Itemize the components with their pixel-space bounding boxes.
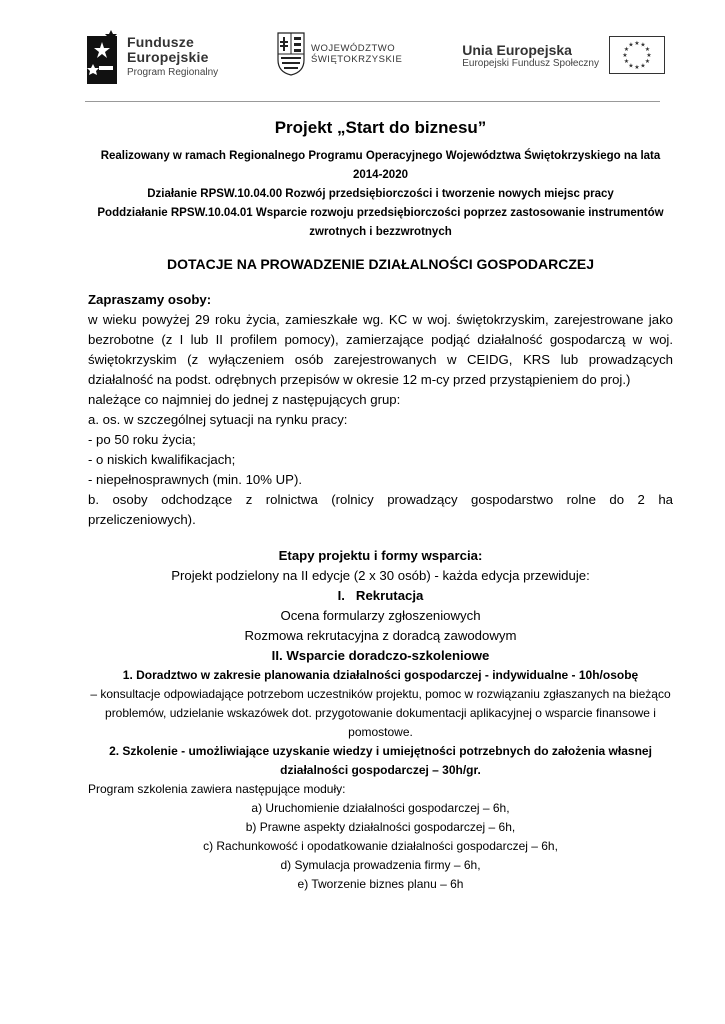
svg-text:★: ★ — [646, 52, 652, 59]
stage-2-title: II. Wsparcie doradczo-szkoleniowe — [271, 648, 490, 663]
module-item: b) Prawne aspekty działalności gospodarczej – 6h, — [245, 820, 516, 834]
svg-text:★: ★ — [623, 46, 630, 53]
sw-line2: ŚWIĘTOKRZYSKIE — [311, 54, 403, 65]
invite-group-b: b. osoby odchodzące z rolnictwa (rolnicy prowadzący gospodarstwo rolne do 2 ha przeliczeniowych). — [88, 492, 673, 527]
stage-2-1-title: 1. Doradztwo w zakresie planowania działalności gospodarczej - indywidualne - 10h/osobę — [122, 668, 639, 682]
module-item: a) Uruchomienie działalności gospodarczej – 6h, — [251, 801, 510, 815]
poddzialanie-line: Poddziałanie RPSW.10.04.01 Wsparcie rozwoju przedsiębiorczości poprzez zastosowanie instrumentów zwrotnych i bezzwrotnych — [97, 207, 664, 238]
ue-line1: Unia Europejska — [462, 41, 572, 58]
wojewodztwo-logo — [277, 32, 402, 76]
logo-bar — [85, 18, 665, 98]
stage-2-2-title: 2. Szkolenie - umożliwiające uzyskanie wiedzy i umiejętności potrzebnych do założenia własnej działalności gospodarczej – 30h/gr. — [109, 744, 652, 777]
unia-europejska-logo — [462, 36, 665, 74]
invite-line: - niepełnosprawnych (min. 10% UP). — [88, 472, 303, 487]
svg-text:★: ★ — [628, 62, 634, 70]
stages-intro: Projekt podzielony na II edycje (2 x 30 osób) - każda edycja przewiduje: — [171, 568, 590, 583]
ue-line2: Europejski Fundusz Społeczny — [462, 57, 599, 69]
header-divider — [85, 101, 660, 102]
svg-text:★: ★ — [644, 46, 651, 53]
fe-star-icon — [85, 28, 121, 86]
dzialanie-line: Działanie RPSW.10.04.00 Rozwój przedsiębiorczości i tworzenie nowych miejsc pracy — [147, 188, 614, 200]
module-item: d) Symulacja prowadzenia firmy – 6h, — [280, 858, 481, 872]
svg-text:★: ★ — [640, 41, 646, 49]
invite-line: a. os. w szczególnej sytuacji na rynku pracy: — [88, 412, 348, 427]
invite-paragraph: w wieku powyżej 29 roku życia, zamieszkałe wg. KC w woj. świętokrzyskim, zarejestrowane jako bezrobotne (z I lub II profilem pomocy), zamierzające podjąć działalność gospodarczą w woj. świętokrzyskim (z wyłączeniem osób zarejestrowanych w CEIDG, KRS lub prowadzących działalność na podst. odrębnych przepisów w okresie 12 m-cy przed przystąpieniem do proj.) — [88, 312, 673, 387]
eu-flag-icon — [609, 36, 665, 74]
svg-text:★: ★ — [640, 62, 646, 70]
svg-text:★: ★ — [634, 64, 640, 71]
main-heading: DOTACJE NA PROWADZENIE DZIAŁALNOŚCI GOSPODARCZEJ — [166, 256, 595, 272]
stage-1-item: Ocena formularzy zgłoszeniowych — [280, 608, 481, 623]
coat-of-arms-icon — [277, 32, 305, 76]
svg-text:★: ★ — [644, 58, 651, 65]
module-item: e) Tworzenie biznes planu – 6h — [297, 877, 464, 891]
page-title: Projekt „Start do biznesu” — [274, 118, 487, 137]
svg-text:★: ★ — [628, 41, 634, 49]
program-intro: Program szkolenia zawiera następujące moduły: — [88, 782, 346, 796]
stage-1-title: I. Rekrutacja — [337, 588, 424, 603]
fe-line1: Fundusze — [127, 33, 194, 50]
invite-label: Zapraszamy osoby: — [88, 292, 212, 307]
svg-text:★: ★ — [634, 40, 640, 47]
stage-2-1-desc: – konsultacje odpowiadające potrzebom uczestników projektu, pomoc w rozwiązaniu zgłaszanych na bieżąco problemów, udzielanie wskazówek dot. przygotowanie dokumentacji aplikacyjnej o wsparcie finansowe i pomostowe. — [90, 687, 671, 739]
invite-line: - o niskich kwalifikacjach; — [88, 452, 236, 467]
fe-line3: Program Regionalny — [127, 66, 219, 78]
invite-line: - po 50 roku życia; — [88, 432, 196, 447]
svg-text:★: ★ — [623, 58, 630, 65]
document-body — [88, 115, 673, 894]
stages-title: Etapy projektu i formy wsparcia: — [278, 548, 483, 563]
fundusze-europejskie-logo — [85, 28, 218, 86]
sw-line1: WOJEWÓDZTWO — [311, 43, 396, 54]
stage-1-item: Rozmowa rekrutacyjna z doradcą zawodowym — [244, 628, 517, 643]
fe-line2: Europejskie — [127, 48, 209, 65]
invite-line: należące co najmniej do jednej z następujących grup: — [88, 392, 401, 407]
module-item: c) Rachunkowość i opodatkowanie działalności gospodarczej – 6h, — [203, 839, 558, 853]
program-line: Realizowany w ramach Regionalnego Programu Operacyjnego Województwa Świętokrzyskiego na lata 2014-2020 — [100, 150, 661, 181]
svg-text:★: ★ — [622, 52, 628, 59]
